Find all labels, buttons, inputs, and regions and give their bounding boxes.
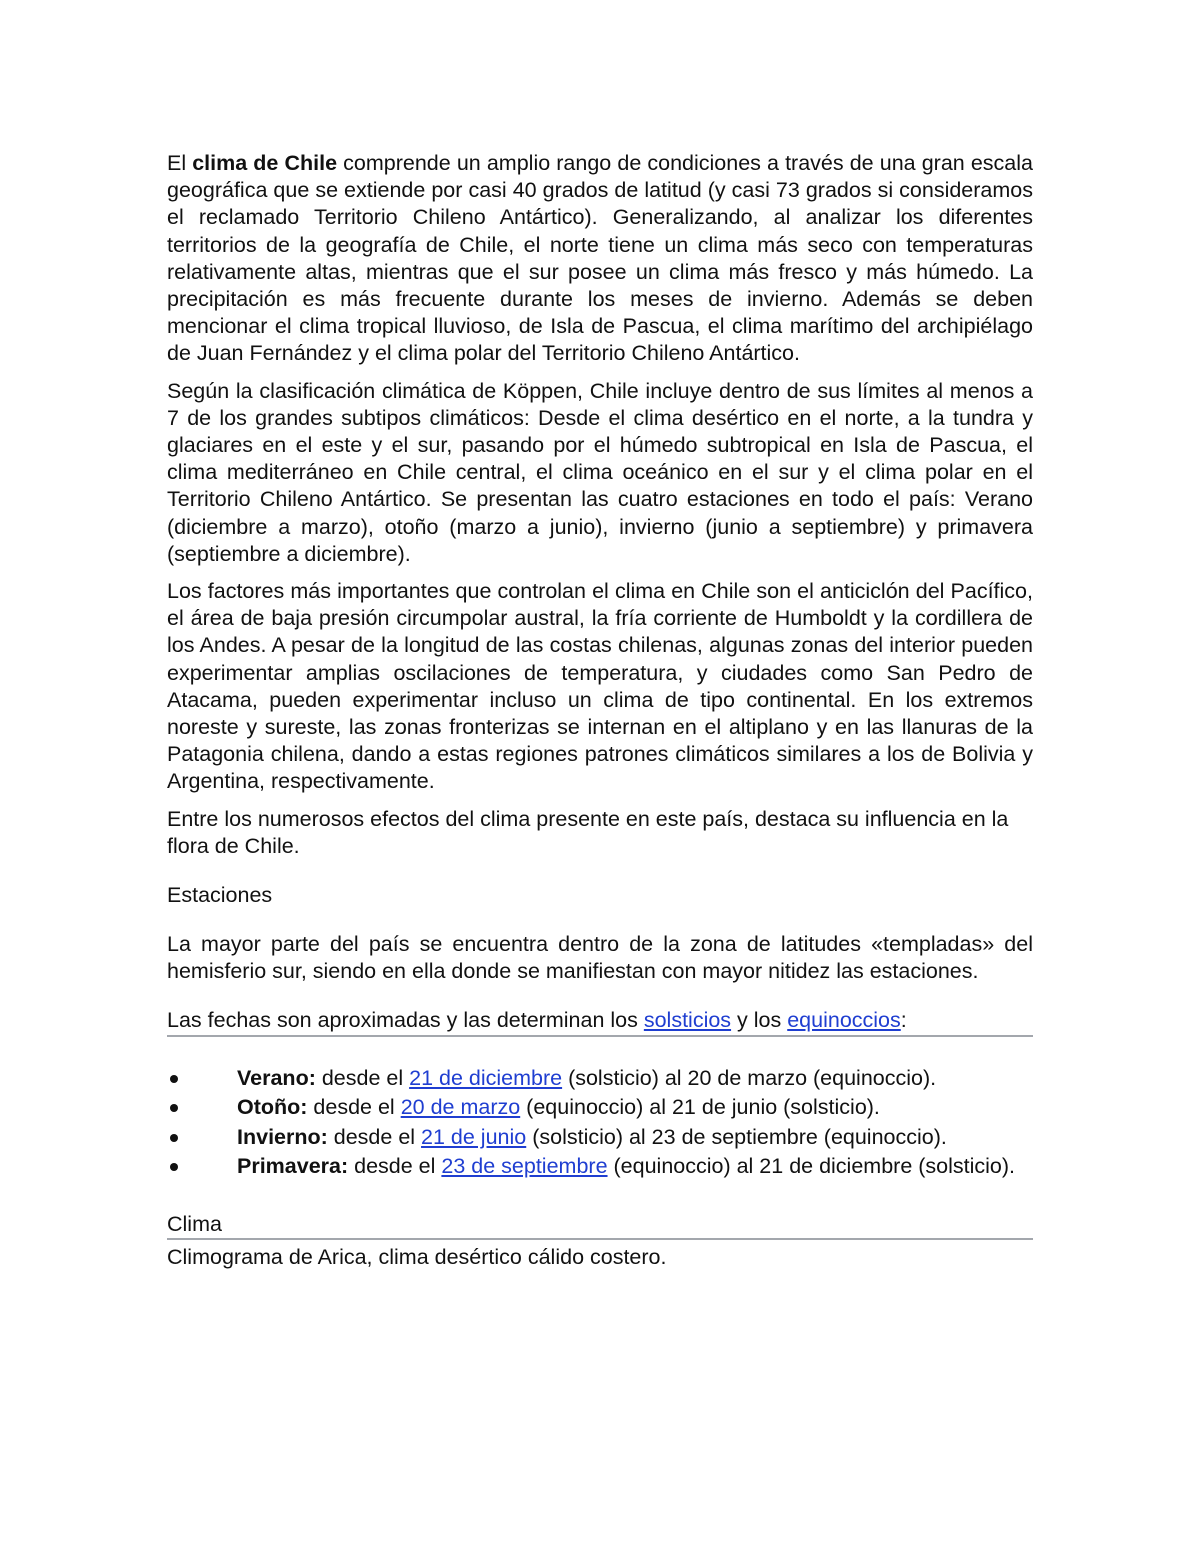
season-label: Otoño: (237, 1095, 308, 1120)
link-date[interactable]: 21 de junio (421, 1124, 527, 1149)
link-date[interactable]: 23 de septiembre (441, 1154, 608, 1179)
bullet-icon (170, 1075, 178, 1083)
section-heading-clima: Clima (167, 1211, 1033, 1240)
link-solsticios[interactable]: solsticios (643, 1008, 732, 1033)
estaciones-text-a: Las fechas son aproximadas y las determinan los (167, 1008, 644, 1033)
estaciones-text-c: : (900, 1008, 907, 1033)
estaciones-text-b: y los (731, 1008, 788, 1033)
clima-caption: Climograma de Arica, clima desértico cálido costero. (167, 1244, 667, 1269)
season-text: desde el (307, 1095, 401, 1120)
intro-paragraph-3: Los factores más importantes que controlan el clima en Chile son el anticiclón del Pacífico, el área de baja presión circumpolar austral, la fría corriente de Humboldt y la cordillera de los Andes. A pesar de la longitud de las costas chilenas, algunas zonas del interior pueden experimentar amplias oscilaciones de temperatura, y ciudades como San Pedro de Atacama, pueden experimentar incluso un clima de tipo continental. En los extremos noreste y sureste, las zonas fronterizas se internan en el altiplano y en las llanuras de la Patagonia chilena, dando a estas regiones patrones climáticos similares a los de Bolivia y Argentina, respectivamente. (167, 579, 1033, 794)
season-text: (solsticio) al 20 de marzo (equinoccio). (562, 1065, 937, 1090)
season-label: Verano: (237, 1065, 316, 1090)
season-label: Primavera: (237, 1154, 349, 1179)
intro-paragraph-4: Entre los numerosos efectos del clima presente en este país, destaca su influencia en la flora de Chile. (167, 806, 1009, 858)
bullet-icon (170, 1134, 178, 1142)
bullet-icon (170, 1163, 178, 1171)
season-item-body (203, 1094, 1033, 1122)
season-label: Invierno: (237, 1124, 328, 1149)
season-text: (equinoccio) al 21 de diciembre (solsticio). (607, 1154, 1016, 1179)
season-text: (equinoccio) al 21 de junio (solsticio). (520, 1095, 880, 1120)
estaciones-paragraph-1: La mayor parte del país se encuentra dentro de la zona de latitudes «templadas» del hemisferio sur, siendo en ella donde se manifiestan con mayor nitidez las estaciones. (167, 932, 1033, 984)
season-text: (solsticio) al 23 de septiembre (equinoccio). (526, 1124, 947, 1149)
link-date[interactable]: 21 de diciembre (409, 1065, 563, 1090)
list-item (167, 1065, 1033, 1093)
link-date[interactable]: 20 de marzo (400, 1095, 521, 1120)
seasons-list (167, 1065, 1033, 1181)
intro-paragraph-1 (167, 150, 1033, 368)
intro-bold-term: clima de Chile (192, 151, 338, 175)
season-text: desde el (348, 1154, 442, 1179)
season-text: desde el (315, 1065, 410, 1090)
intro-text-rest: comprende un amplio rango de condiciones a través de una gran escala geográfica que se extiende por casi 40 grados de latitud (y casi 73 grados si consideramos el reclamado Territorio Chileno Antártico). Generalizando, al analizar los diferentes territorios de la geografía de Chile, el norte tiene un clima más seco con temperaturas relativamente altas, mientras que el sur posee un clima más fresco y más húmedo. La precipitación es más frecuente durante los meses de invierno. Además se deben mencionar el clima tropical lluvioso, de Isla de Pascua, el clima marítimo del archipiélago de Juan Fernández y el clima polar del Territorio Chileno Antártico. (167, 151, 1033, 366)
estaciones-paragraph-2 (167, 1007, 1033, 1036)
list-item (167, 1094, 1033, 1122)
list-item (167, 1153, 1033, 1181)
season-item-body (203, 1124, 1033, 1152)
document-page (167, 150, 1033, 1271)
intro-paragraph-2: Según la clasificación climática de Köppen, Chile incluye dentro de sus límites al menos a 7 de los grandes subtipos climáticos: Desde el clima desértico en el norte, a la tundra y glaciares en el este y el sur, pasando por el húmedo subtropical en Isla de Pascua, el clima mediterráneo en Chile central, el clima oceánico en el sur y el clima polar en el Territorio Chileno Antártico. Se presentan las cuatro estaciones en todo el país: Verano (diciembre a marzo), otoño (marzo a junio), invierno (junio a septiembre) y primavera (septiembre a diciembre). (167, 378, 1033, 566)
list-item (167, 1124, 1033, 1152)
season-text: desde el (327, 1124, 422, 1149)
section-heading-estaciones: Estaciones (167, 883, 273, 908)
intro-text-start: El (167, 151, 193, 175)
season-item-body (203, 1153, 1033, 1181)
season-item-body (203, 1065, 1033, 1093)
link-equinoccios[interactable]: equinoccios (787, 1008, 901, 1033)
bullet-icon (170, 1104, 178, 1112)
